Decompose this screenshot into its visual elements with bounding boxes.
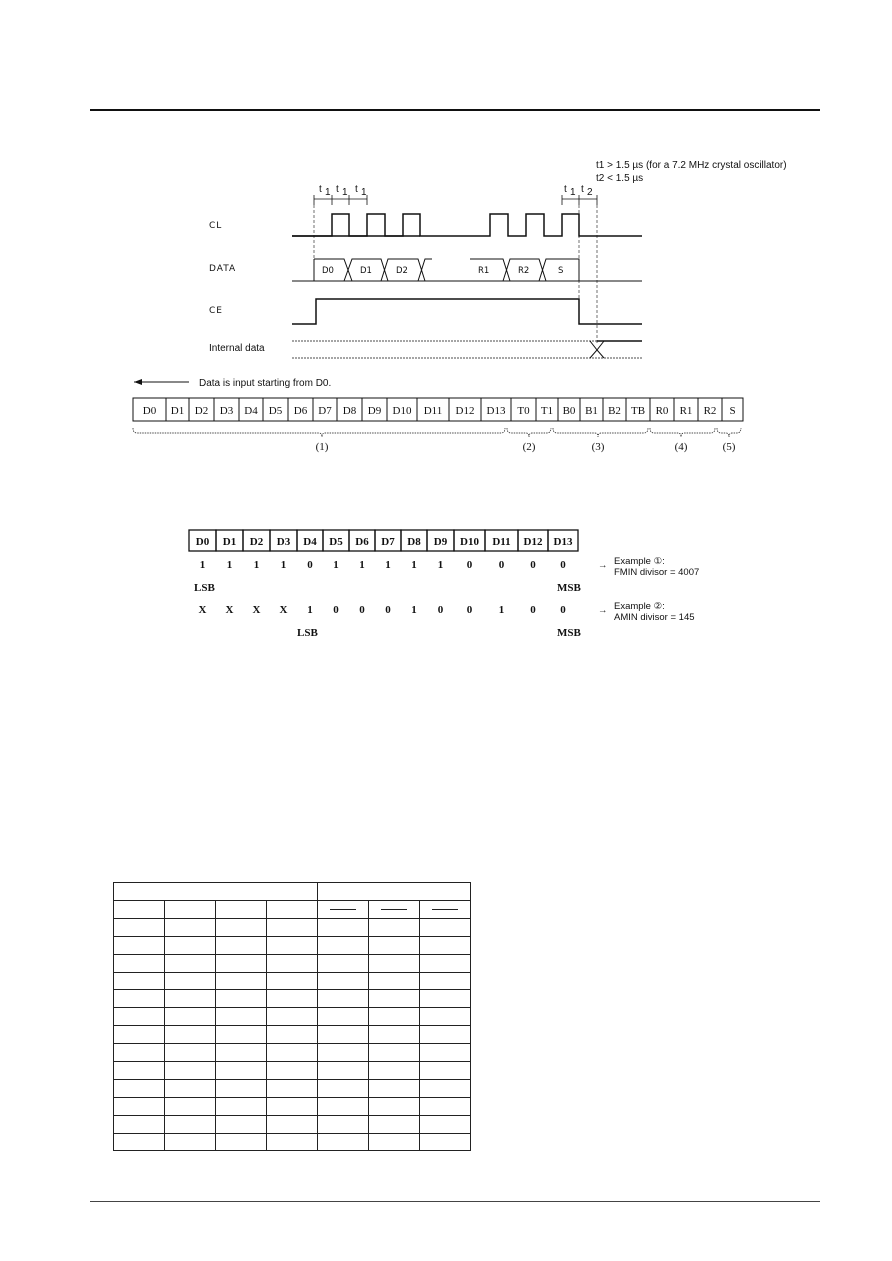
frame-cell-label: B2 xyxy=(608,405,621,417)
table-row xyxy=(114,1008,471,1026)
table-row xyxy=(114,990,471,1008)
frame-cell-label: T0 xyxy=(517,405,530,417)
example-rows xyxy=(199,559,567,616)
example1-bit: 0 xyxy=(560,559,566,571)
frame-cell-label: D2 xyxy=(194,405,209,417)
frame-cell-label: TB xyxy=(630,405,646,417)
example2-bit: 0 xyxy=(385,604,391,616)
example1-bit: 0 xyxy=(498,559,505,571)
table-header-left xyxy=(114,883,318,901)
example1-title: Example ①: xyxy=(614,556,665,567)
table-cell xyxy=(165,901,216,919)
group-label: (2) xyxy=(522,441,536,453)
group-label: (4) xyxy=(674,441,688,453)
group-brace xyxy=(133,428,505,437)
table-row xyxy=(114,1115,471,1133)
example-table xyxy=(189,530,578,551)
example2-bit: 1 xyxy=(498,604,505,616)
group-label: (1) xyxy=(315,441,329,453)
example-header-label: D10 xyxy=(460,536,479,548)
group-brace xyxy=(507,428,551,437)
example-header-label: D1 xyxy=(222,536,237,548)
example1-bit: 1 xyxy=(333,559,339,571)
example2-msb: MSB xyxy=(557,627,581,639)
example1-bit: 0 xyxy=(307,559,313,571)
example-header-label: D6 xyxy=(355,536,369,548)
example-header-label: D7 xyxy=(381,536,395,548)
example-header-label: D0 xyxy=(195,536,210,548)
frame-cell-label: D11 xyxy=(423,405,443,417)
table-row xyxy=(114,1026,471,1044)
cl-waveform xyxy=(292,214,642,236)
t1-label-c: t xyxy=(355,184,358,195)
frame-cell-label: R1 xyxy=(679,405,693,417)
example2-bit: X xyxy=(198,604,207,616)
data-cell-d1: D1 xyxy=(360,266,372,276)
internal-data-lines xyxy=(292,341,642,358)
table-row xyxy=(114,1133,471,1151)
table-row xyxy=(114,936,471,954)
guide-lines xyxy=(314,205,597,345)
table-cell-overline xyxy=(420,901,471,919)
table-cell xyxy=(216,901,267,919)
input-direction-arrow xyxy=(134,379,189,385)
blank-table xyxy=(113,882,471,1151)
frame-caption: Data is input starting from D0. xyxy=(199,378,332,389)
t1-label-d: t xyxy=(564,184,567,195)
example2-bit: X xyxy=(252,604,261,616)
t1-sub-a: 1 xyxy=(325,187,331,198)
table-row xyxy=(114,954,471,972)
data-cell-r2: R2 xyxy=(518,266,530,276)
table-row xyxy=(114,1044,471,1062)
t-labels xyxy=(319,184,593,198)
t2-sub: 2 xyxy=(587,187,593,198)
example2-desc: AMIN divisor = 145 xyxy=(614,612,695,623)
frame-cell-label: D0 xyxy=(142,405,157,417)
example-header-label: D3 xyxy=(276,536,291,548)
timing-note-t2: t2 < 1.5 µs xyxy=(596,173,644,184)
example1-bit: 1 xyxy=(226,559,233,571)
example-header-label: D13 xyxy=(553,536,573,548)
example1-bit: 1 xyxy=(359,559,365,571)
example-header-label: D12 xyxy=(523,536,543,548)
frame-cell-label: D6 xyxy=(293,405,308,417)
table-row xyxy=(114,1079,471,1097)
example2-lsb: LSB xyxy=(297,627,318,639)
group-label: (3) xyxy=(591,441,605,453)
example1-bit: 1 xyxy=(199,559,206,571)
t1-label-a: t xyxy=(319,184,322,195)
t1-sub-d: 1 xyxy=(570,187,576,198)
table-cell xyxy=(114,901,165,919)
data-cell-d0: D0 xyxy=(322,266,334,276)
example1-arrow: → xyxy=(598,560,608,571)
table-cell-overline xyxy=(369,901,420,919)
table-row xyxy=(114,1062,471,1080)
table-cell xyxy=(267,901,318,919)
footer-rule xyxy=(90,1201,820,1202)
example1-bit: 1 xyxy=(411,559,417,571)
t2-label: t xyxy=(581,184,584,195)
example-header-label: D4 xyxy=(303,536,317,548)
example2-bit: 0 xyxy=(359,604,365,616)
t1-sub-b: 1 xyxy=(342,187,348,198)
table-row xyxy=(114,1097,471,1115)
example1-bit: 1 xyxy=(253,559,260,571)
example2-bit: 1 xyxy=(307,604,313,616)
example-header-label: D8 xyxy=(407,536,421,548)
example2-bit: 0 xyxy=(437,604,444,616)
frame-cell-label: D4 xyxy=(244,405,258,417)
example2-bit: X xyxy=(279,604,288,616)
example1-bit: 0 xyxy=(530,559,536,571)
timing-note-t1: t1 > 1.5 µs (for a 7.2 MHz crystal oscillator) xyxy=(596,160,787,171)
example2-bit: 0 xyxy=(333,604,339,616)
frame-cell-label: D12 xyxy=(455,405,475,417)
example2-bit: 0 xyxy=(530,604,536,616)
frame-cell-label: R0 xyxy=(655,405,669,417)
data-cell-s: S xyxy=(558,266,564,276)
example1-msb: MSB xyxy=(557,582,581,594)
frame-groups xyxy=(133,428,741,453)
group-brace xyxy=(717,428,741,437)
ce-waveform xyxy=(292,299,642,324)
example1-bit: 1 xyxy=(280,559,287,571)
frame-cell-label: D10 xyxy=(392,405,412,417)
example1-bit: 1 xyxy=(437,559,444,571)
data-cell-d2: D2 xyxy=(396,266,408,276)
signal-label-data: DATA xyxy=(209,264,237,274)
frame-cell-label: T1 xyxy=(540,405,554,417)
table-header-right xyxy=(318,883,471,901)
frame-cell-label: D8 xyxy=(342,405,357,417)
table-cell-overline xyxy=(318,901,369,919)
table-row xyxy=(114,918,471,936)
frame-cell-label: B0 xyxy=(562,405,576,417)
frame-cell-label: D7 xyxy=(318,405,332,417)
example2-bit: 1 xyxy=(411,604,417,616)
example2-arrow: → xyxy=(598,605,608,616)
data-cell-r1: R1 xyxy=(478,266,490,276)
group-label: (5) xyxy=(722,441,736,453)
signal-label-cl: CL xyxy=(209,221,223,231)
example-header-label: D9 xyxy=(433,536,448,548)
example1-desc: FMIN divisor = 4007 xyxy=(614,567,700,578)
signal-label-ce: CE xyxy=(209,306,223,316)
group-brace xyxy=(650,428,715,437)
example2-bit: X xyxy=(225,604,234,616)
frame-cell-label: D1 xyxy=(170,405,185,417)
frame-cell-label: D9 xyxy=(367,405,382,417)
t1-sub-c: 1 xyxy=(361,187,367,198)
frame-cell-label: D13 xyxy=(486,405,506,417)
frame-cell-label: B1 xyxy=(585,405,598,417)
t1-label-b: t xyxy=(336,184,339,195)
example2-bit: 0 xyxy=(560,604,566,616)
example1-bit: 1 xyxy=(385,559,391,571)
table-row xyxy=(114,972,471,990)
example-header-label: D11 xyxy=(492,536,511,548)
example-header-label: D5 xyxy=(329,536,343,548)
example2-title: Example ②: xyxy=(614,601,665,612)
example1-bit: 0 xyxy=(466,559,473,571)
example1-lsb: LSB xyxy=(194,582,215,594)
example2-bit: 0 xyxy=(466,604,473,616)
group-brace xyxy=(553,428,648,437)
frame-cell-label: D3 xyxy=(219,405,234,417)
example-header-label: D2 xyxy=(249,536,264,548)
data-bus xyxy=(292,259,642,281)
frame-cell-label: D5 xyxy=(268,405,283,417)
frame-cell-label: S xyxy=(729,405,736,417)
frame-cell-label: R2 xyxy=(703,405,717,417)
signal-label-internal: Internal data xyxy=(209,343,265,354)
frame-register xyxy=(133,398,743,421)
t-dimension-lines xyxy=(314,195,597,205)
